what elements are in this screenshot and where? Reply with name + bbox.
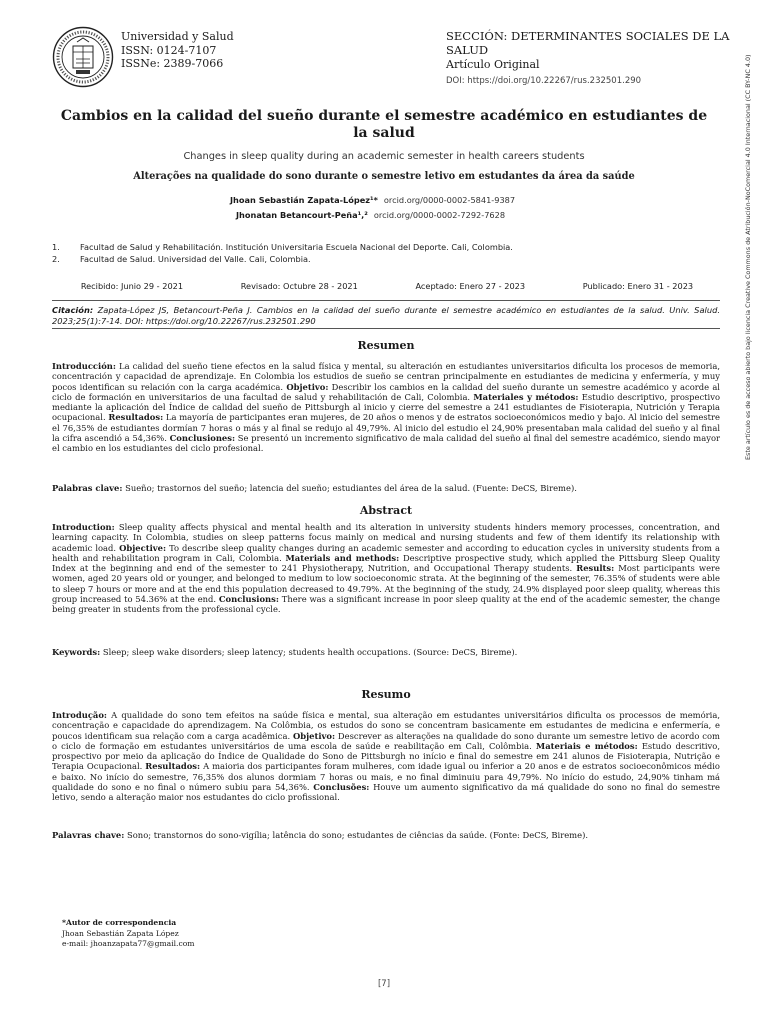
resumen-keywords <box>52 483 720 493</box>
resumo-text: A maioria dos participantes foram mulheres, com idade igual ou inferior a 20 anos e de estratos socioeconômicos médio e baixo. No início do semestre, 76,35% dos alunos dormiam 7 horas ou mais, e no final diminuiu para 49,79%. No início do estudo, 24,90% tinham má qualidade do sono e no final o número subiu para 54,36%. <box>52 761 720 793</box>
correspondence-label: *Autor de correspondencia <box>62 918 177 927</box>
abstract-label: Materials and methods: <box>285 552 400 563</box>
article-title-english: Changes in sleep quality during an academic semester in health careers students <box>183 151 585 162</box>
abstract-label: Conclusions: <box>218 594 279 605</box>
resumen-body <box>52 361 720 454</box>
abstract-text: Most participants were women, aged 20 years old or younger, and belonged to medium to low socioeconomic strata. At the beginning of the semester, 76.35% of students were able to sleep 7 hours or more and at the end this population decreased to 49.79%. At the beginning of the study, 24.9% displayed poor sleep quality, whereas this group increased to 54.36% at the end. <box>52 563 720 605</box>
affiliation-text: Facultad de Salud y Rehabilitación. Institución Universitaria Escuela Nacional del Deporte. Cali, Colombia. <box>80 242 513 252</box>
abstract-keywords <box>52 647 720 657</box>
resumo-text: Descrever as alterações na qualidade do sono durante um semestre letivo de acordo com o ciclo de formação em estudantes universitários de uma escola de saúde e reabilitação em Cali, Colômbia. <box>52 730 720 751</box>
orcid-link[interactable]: orcid.org/0000-0002-7292-7628 <box>373 210 506 220</box>
resumo-text: Estudo descritivo, prospectivo por meio da aplicação do Índice de Qualidade do Sono de Pittsburgh no início e final do semestre em 241 alunos de Fisioterapia, Nutrição e Terapia Ocupacional. <box>52 740 720 772</box>
resumen-text: La calidad del sueño tiene efectos en la salud física y mental, su alteración en estudiantes universitarios dificulta los procesos de memoria, concentración y capacidad de aprendizaje. En Colombia los estudios de sueño se centran principalmente en estudiantes de medicina y enfermería, y muy pocos identifican su relación con la carga académica. <box>52 361 720 392</box>
keywords-label: Palabras clave: <box>52 483 123 493</box>
issne: ISSNe: 2389-7066 <box>121 57 224 70</box>
resumen-text: Estudio descriptivo, prospectivo mediante la aplicación del Índice de calidad del sueño de Pittsburgh al inicio y cierre del semestre a 241 estudiantes de Fisioterapia, Nutrición y Terapia ocupacional. <box>52 391 720 423</box>
date-received: Recibido: Junio 29 - 2021 <box>80 281 184 291</box>
citation-text: Zapata-López JS, Betancourt-Peña J. Cambios en la calidad del sueño durante el semestre académico en estudiantes de la salud. Univ. Salud. 2023;25(1):7-14. DOI: https://doi.org/10.22267/rus.232501.290 <box>52 305 720 326</box>
correspondence-name: Jhoan Sebastián Zapata López <box>62 928 179 938</box>
affiliation-1 <box>52 242 513 252</box>
divider <box>52 300 720 301</box>
keywords-text: Sueño; trastornos del sueño; latencia del sueño; estudiantes del área de la salud. (Fuente: DeCS, Bireme). <box>122 483 577 493</box>
article-title: Cambios en la calidad del sueño durante el semestre académico en estudiantes de la salud <box>60 108 708 141</box>
resumo-text: Houve um aumento significativo da má qualidade do sono no final do semestre letivo, sendo a alteração maior nos estudantes do ciclo profissional. <box>52 782 720 803</box>
affiliation-number: 1. <box>52 242 60 252</box>
journal-info <box>121 30 234 71</box>
keywords-text: Sleep; sleep wake disorders; sleep latency; students health occupations. (Source: DeCS, Bireme). <box>100 647 518 657</box>
keywords-text: Sono; transtornos do sono-vigília; latência do sono; estudantes de ciências da saúde. (Fonte: DeCS, Bireme). <box>124 830 589 840</box>
resumen-label: Conclusiones: <box>169 433 236 444</box>
abstract-text: Descriptive prospective study, which applied the Pittsburg Sleep Quality Index at the beginning and end of the semester to 241 Physiotherapy, Nutrition, and Occupational Therapy students. <box>52 552 720 574</box>
resumen-text: La mayoría de participantes eran mujeres, de 20 años o menos y de estratos socioeconómicos medio y bajo. Al inicio del semestre el 76,35% de estudiantes dormían 7 horas o más y al final se redujo al 49,79%. Al inicio del estudio el 24,90% presentaban mala calidad del sueño y al final la cifra ascendió a 54,36%. <box>52 412 720 444</box>
resumen-label: Resultados: <box>108 412 164 423</box>
divider <box>52 328 720 329</box>
abstract-text: There was a significant increase in poor sleep quality at the end of the academic semester, the change being greater in students from the professional cycle. <box>52 594 720 615</box>
affiliation-2 <box>52 254 311 264</box>
date-published: Publicado: Enero 31 - 2023 <box>582 281 694 291</box>
resumo-label: Objetivo: <box>292 730 336 741</box>
affiliation-text: Facultad de Salud. Universidad del Valle. Cali, Colombia. <box>80 254 311 264</box>
resumen-label: Introducción: <box>52 361 116 371</box>
resumo-label: Introdução: <box>52 710 108 720</box>
abstract-text: To describe sleep quality changes during an academic semester and according to education cycles in university students from a health and rehabilitation program in Cali, Colombia. <box>52 542 720 563</box>
author-2 <box>236 210 505 220</box>
keywords-label: Keywords: <box>52 647 101 657</box>
abstract-text: Sleep quality affects physical and mental health and its alteration in university students hinders memory processes, concentration, and learning capacity. In Colombia, studies on sleep patterns focus mainly on medical and nursing students and few of them identify its relationship with academic load. <box>52 522 720 553</box>
resumo-heading: Resumo <box>361 688 411 701</box>
date-revised: Revisado: Octubre 28 - 2021 <box>240 281 358 291</box>
issn: ISSN: 0124-7107 <box>121 43 217 57</box>
journal-name: Universidad y Salud <box>121 30 234 43</box>
date-accepted: Aceptado: Enero 27 - 2023 <box>415 281 526 291</box>
doi-link[interactable]: DOI: https://doi.org/10.22267/rus.232501.290 <box>446 76 642 86</box>
correspondence <box>62 918 195 950</box>
abstract-heading: Abstract <box>359 504 413 517</box>
article-type: Artículo Original <box>446 58 540 71</box>
journal-seal-logo <box>52 26 114 88</box>
resumo-body <box>52 710 720 803</box>
resumo-label: Materiais e métodos: <box>535 740 638 751</box>
article-dates <box>52 281 722 291</box>
citation-label: Citación: <box>52 305 94 315</box>
resumen-text: Se presentó un incremento significativo de mala calidad del sueño al final del semestre académico, siendo mayor el cambio en los estudiantes del ciclo profesional. <box>52 433 721 454</box>
correspondence-email[interactable]: e-mail: jhoanzapata77@gmail.com <box>62 939 195 948</box>
license-vertical-note <box>742 54 756 460</box>
resumen-heading: Resumen <box>357 339 415 352</box>
keywords-label: Palavras chave: <box>52 830 125 840</box>
affiliation-number: 2. <box>52 254 60 264</box>
section-label: SECCIÓN: DETERMINANTES SOCIALES DE LA SALUD <box>446 29 730 57</box>
abstract-label: Introduction: <box>52 522 115 532</box>
abstract-label: Results: <box>576 563 615 574</box>
article-title-portuguese: Alterações na qualidade do sono durante o semestre letivo em estudantes da área da saúde <box>133 171 635 182</box>
resumen-label: Objetivo: <box>286 381 329 392</box>
author-name: Jhoan Sebastián Zapata-López¹* <box>230 195 378 205</box>
license-text: Este artículo es de acceso abierto bajo licencia Creative Commons de Atribución-NoComercial 4.0 Internacional (CC BY-NC 4.0) <box>744 54 752 460</box>
orcid-link[interactable]: orcid.org/0000-0002-5841-9387 <box>383 195 516 205</box>
author-name: Jhonatan Betancourt-Peña¹,² <box>236 210 368 220</box>
citation <box>52 305 720 327</box>
resumo-label: Resultados: <box>145 761 201 772</box>
resumen-text: Describir los cambios en la calidad del sueño durante un semestre académico y acorde al ciclo de formación en universitarios de una facultad de salud y rehabilitación de Cali, Colombia. <box>52 381 720 402</box>
resumo-text: A qualidade do sono tem efeitos na saúde física e mental, sua alteração em estudantes universitários dificulta os processos de memória, concentração e capacidade do aprendizagem. Na Colômbia, os estudos do sono se concentram basicamente em estudantes de medicina e enfermería, e poucos identificam sua relação com a carga acadêmica. <box>52 710 720 741</box>
resumo-label: Conclusões: <box>313 782 370 793</box>
author-1 <box>230 195 515 205</box>
resumen-label: Materiales y métodos: <box>473 391 579 402</box>
abstract-body <box>52 522 720 615</box>
resumo-keywords <box>52 830 720 840</box>
abstract-label: Objective: <box>119 542 167 553</box>
page-number: [7] <box>377 979 391 989</box>
